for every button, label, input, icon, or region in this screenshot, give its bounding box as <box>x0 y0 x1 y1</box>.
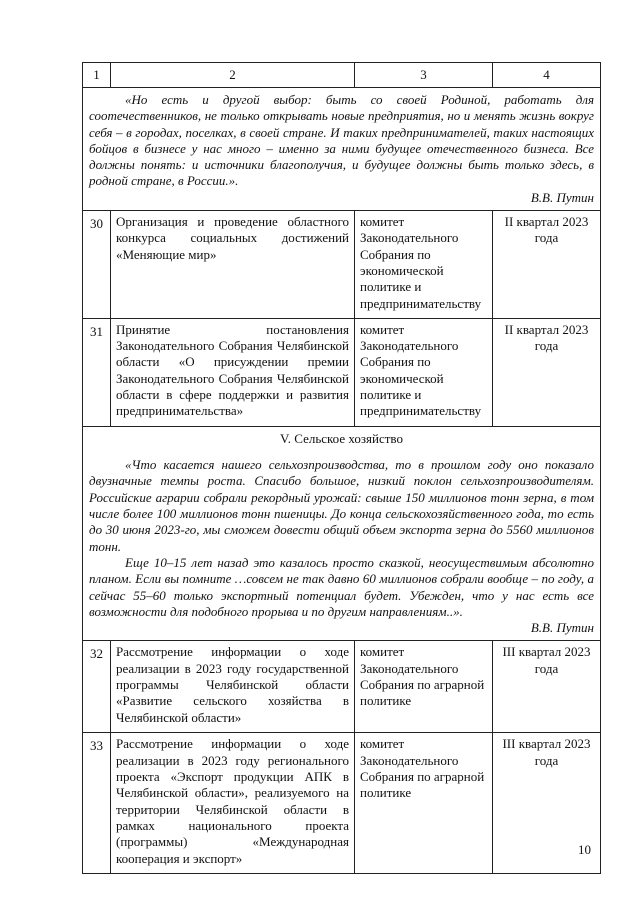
quote-row <box>83 88 601 211</box>
row-action: Принятие постановления Законодательного Собрания Челябинской области «О присуждении премии Законодательного Собрания Челябинской области в сфере поддержки и развития предпринимательства» <box>111 318 355 426</box>
row-term: III квартал 2023 года <box>493 733 601 873</box>
row-number: 31 <box>83 318 111 426</box>
table-row <box>83 733 601 873</box>
quote-author: В.В. Путин <box>530 189 594 205</box>
row-action: Организация и проведение областного конкурса социальных достижений «Меняющие мир» <box>111 211 355 319</box>
row-term: III квартал 2023 года <box>493 641 601 733</box>
row-executor: комитет Законодательного Собрания по аграрной политике <box>355 733 493 873</box>
header-col-3: 3 <box>355 63 493 88</box>
row-executor: комитет Законодательного Собрания по аграрной политике <box>355 641 493 733</box>
section-cell <box>83 426 601 641</box>
row-number: 30 <box>83 211 111 319</box>
quote-text: «Но есть и другой выбор: быть со своей Родиной, работать для соотечественников, не только открывать новые предприятия, но и менять жизнь вокруг себя – в городах, поселках, в своей стране. И таких предпринимателей, таких настоящих бойцов в бизнесе у нас много – именно за ними будущее отечественного бизнеса. Все должны понять: и источники благополучия, и будущее должны быть только здесь, в родной стране, в России.». <box>89 92 594 189</box>
quote-cell <box>83 88 601 211</box>
header-col-4: 4 <box>493 63 601 88</box>
page-number: 10 <box>578 842 591 857</box>
plan-table <box>82 62 601 874</box>
table-row <box>83 211 601 319</box>
row-executor: комитет Законодательного Собрания по экономической политике и предпринимательству <box>355 211 493 319</box>
header-col-2: 2 <box>111 63 355 88</box>
row-action: Рассмотрение информации о ходе реализации в 2023 году регионального проекта «Экспорт продукции АПК в Челябинской области», реализуемого на территории Челябинской области в рамках национального проекта (программы) «Международная кооперация и экспорт» <box>111 733 355 873</box>
header-col-1: 1 <box>83 63 111 88</box>
section-quote-paragraph-2: Еще 10–15 лет назад это казалось просто сказкой, неосуществимым абсолютно планом. Если вы помните …совсем не так давно 60 миллионов собрали вообще – по году, а сейчас 55–60 только экспортный потенциал будет. Убежден, что у нас есть все возможности для подобного прорыва и по другим направлениям..». <box>89 554 594 619</box>
section-title: V. Сельское хозяйство <box>280 430 403 446</box>
row-term: II квартал 2023 года <box>493 318 601 426</box>
table-header-row <box>83 63 601 88</box>
section-row <box>83 426 601 641</box>
row-term: II квартал 2023 года <box>493 211 601 319</box>
table-row <box>83 641 601 733</box>
table-row <box>83 318 601 426</box>
section-quote-paragraph-1: «Что касается нашего сельхозпроизводства, то в прошлом году оно показало двузначные темпы роста. Спасибо большое, низкий поклон сельхозпроизводителям. Российские аграрии собрали рекордный урожай: свыше 150 миллионов тонн зерна, в том числе более 100 миллионов тонн пшеницы. До конца сельскохозяйственного года, то есть до 30 июня 2023-го, мы сможем довести общий объем экспорта зерна до 5560 миллионов тонн. <box>89 457 594 554</box>
row-number: 32 <box>83 641 111 733</box>
section-quote-author: В.В. Путин <box>530 620 594 636</box>
row-number: 33 <box>83 733 111 873</box>
row-action: Рассмотрение информации о ходе реализации в 2023 году государственной программы Челябинской области «Развитие сельского хозяйства в Челябинской области» <box>111 641 355 733</box>
row-executor: комитет Законодательного Собрания по экономической политике и предпринимательству <box>355 318 493 426</box>
